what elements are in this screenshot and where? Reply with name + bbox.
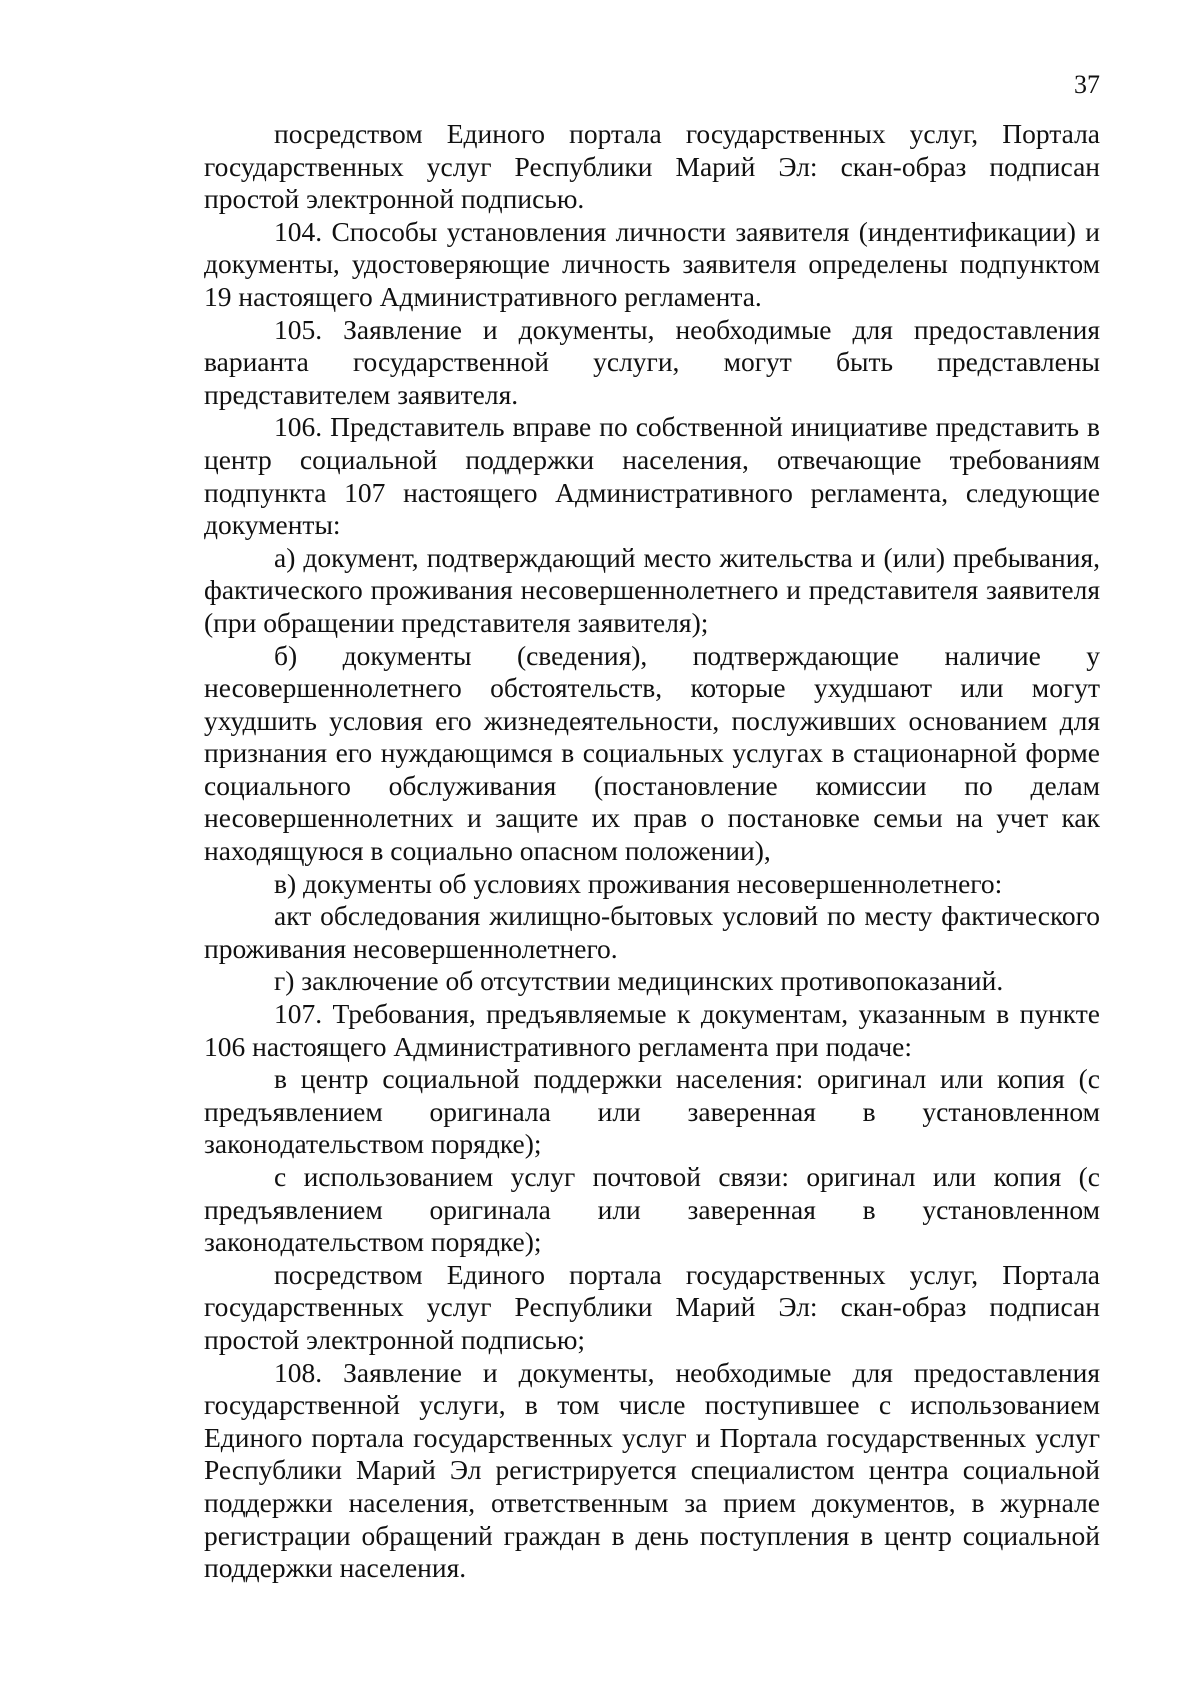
list-item-b: б) документы (сведения), подтверждающие наличие у несовершеннолетнего обстоятельств, которые ухудшают или могут ухудшить условия его жизнедеятельности, послуживших основанием для признания его нуждающимся в социальных услугах в стационарной форме социального обслуживания (постановление комиссии по делам несовершеннолетних и защите их прав о постановке семьи на учет как находящуюся в социально опасном положении), bbox=[204, 639, 1100, 867]
list-item-g: г) заключение об отсутствии медицинских противопоказаний. bbox=[274, 965, 1004, 997]
list-item-a: а) документ, подтверждающий место жительства и (или) пребывания, фактического проживания несовершеннолетнего и представителя заявителя (при обращении представителя заявителя); bbox=[204, 541, 1100, 638]
paragraph-106: 106. Представитель вправе по собственной инициативе представить в центр социальной поддержки населения, отвечающие требованиям подпункта 107 настоящего Административного регламента, следующие документы: bbox=[204, 411, 1100, 541]
paragraph-portal-signature: посредством Единого портала государственных услуг, Портала государственных услуг Республики Марий Эл: скан-образ подписан простой электронной подписью. bbox=[204, 118, 1100, 215]
document-body bbox=[204, 118, 1100, 1585]
list-item-v: в) документы об условиях проживания несовершеннолетнего: bbox=[274, 867, 1003, 899]
paragraph-104: 104. Способы установления личности заявителя (индентификации) и документы, удостоверяющие личность заявителя определены подпунктом 19 настоящего Административного регламента. bbox=[204, 215, 1100, 312]
paragraph-105: 105. Заявление и документы, необходимые для предоставления варианта государственной услуги, могут быть представлены представителем заявителя. bbox=[204, 313, 1100, 410]
inspection-act-paragraph: акт обследования жилищно-бытовых условий по месту фактического проживания несовершеннолетнего. bbox=[204, 900, 1100, 964]
submission-center-paragraph: в центр социальной поддержки населения: оригинал или копия (с предъявлением оригинала или заверенная в установленном законодательством порядке); bbox=[204, 1063, 1100, 1160]
paragraph-108: 108. Заявление и документы, необходимые для предоставления государственной услуги, в том числе поступившее с использованием Единого портала государственных услуг и Портала государственных услуг Республики Марий Эл регистрируется специалистом центра социальной поддержки населения, ответственным за прием документов, в журнале регистрации обращений граждан в день поступления в центр социальной поддержки населения. bbox=[204, 1356, 1100, 1584]
page-number: 37 bbox=[1074, 70, 1100, 99]
submission-post-paragraph: с использованием услуг почтовой связи: оригинал или копия (с предъявлением оригинала или заверенная в установленном законодательством порядке); bbox=[204, 1161, 1100, 1258]
submission-portal-paragraph: посредством Единого портала государственных услуг, Портала государственных услуг Республики Марий Эл: скан-образ подписан простой электронной подписью; bbox=[204, 1258, 1100, 1355]
paragraph-107: 107. Требования, предъявляемые к документам, указанным в пункте 106 настоящего Административного регламента при подаче: bbox=[204, 998, 1100, 1062]
